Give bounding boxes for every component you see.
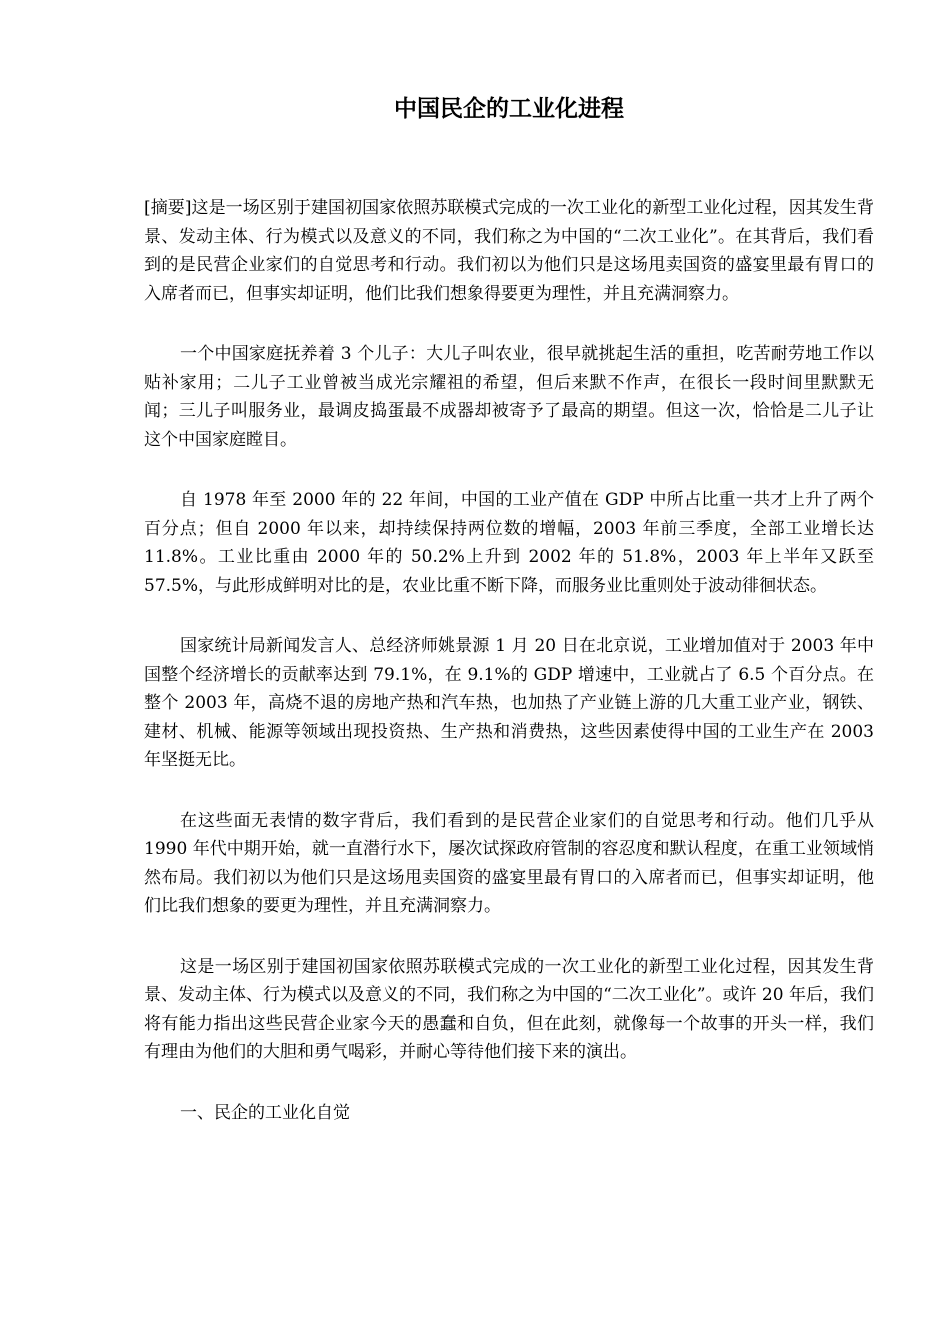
document-body	[144, 194, 874, 1127]
body-paragraph-4: 在这些面无表情的数字背后，我们看到的是民营企业家们的自觉思考和行动。他们几乎从 1990 年代中期开始，就一直潜行水下，屡次试探政府管制的容忍度和默认程度，在重工业领域悄然布局。我们初以为他们只是这场甩卖国资的盛宴里最有胃口的入席者而已，但事实却证明，他们比我们想象的要更为理性，并且充满洞察力。	[144, 810, 874, 916]
document-title: 中国民企的工业化进程	[394, 95, 624, 122]
section-heading: 一、民企的工业化自觉	[180, 1102, 350, 1123]
body-paragraph-5: 这是一场区别于建国初国家依照苏联模式完成的一次工业化的新型工业化过程，因其发生背景、发动主体、行为模式以及意义的不同，我们称之为中国的“二次工业化”。或许 20 年后，我们将有能力指出这些民营企业家今天的愚蠢和自负，但在此刻，就像每一个故事的开头一样，我们有理由为他们的大胆和勇气喝彩，并耐心等待他们接下来的演出。	[144, 956, 874, 1062]
body-paragraph-1: 一个中国家庭抚养着 3 个儿子：大儿子叫农业，很早就挑起生活的重担，吃苦耐劳地工作以贴补家用；二儿子工业曾被当成光宗耀祖的希望，但后来默不作声，在很长一段时间里默默无闻；三儿子叫服务业，最调皮捣蛋最不成器却被寄予了最高的期望。但这一次，恰恰是二儿子让这个中国家庭瞠目。	[144, 344, 874, 450]
body-paragraph-3: 国家统计局新闻发言人、总经济师姚景源 1 月 20 日在北京说，工业增加值对于 2003 年中国整个经济增长的贡献率达到 79.1%，在 9.1%的 GDP 增速中，工业就占了 6.5 个百分点。在整个 2003 年，高烧不退的房地产热和汽车热，也加热了产业链上游的几大重工业产业，钢铁、建材、机械、能源等领域出现投资热、生产热和消费热，这些因素使得中国的工业生产在 2003 年坚挺无比。	[144, 636, 874, 770]
abstract-paragraph: [摘要]这是一场区别于建国初国家依照苏联模式完成的一次工业化的新型工业化过程，因其发生背景、发动主体、行为模式以及意义的不同，我们称之为中国的“二次工业化”。在其背后，我们看到的是民营企业家们的自觉思考和行动。我们初以为他们只是这场甩卖国资的盛宴里最有胃口的入席者而已，但事实却证明，他们比我们想象得要更为理性，并且充满洞察力。	[144, 198, 874, 304]
body-paragraph-2: 自 1978 年至 2000 年的 22 年间，中国的工业产值在 GDP 中所占比重一共才上升了两个百分点；但自 2000 年以来，却持续保持两位数的增幅，2003 年前三季度，全部工业增长达 11.8%。工业比重由 2000 年的 50.2%上升到 2002 年的 51.8%，2003 年上半年又跃至 57.5%，与此形成鲜明对比的是，农业比重不断下降，而服务业比重则处于波动徘徊状态。	[144, 490, 874, 596]
